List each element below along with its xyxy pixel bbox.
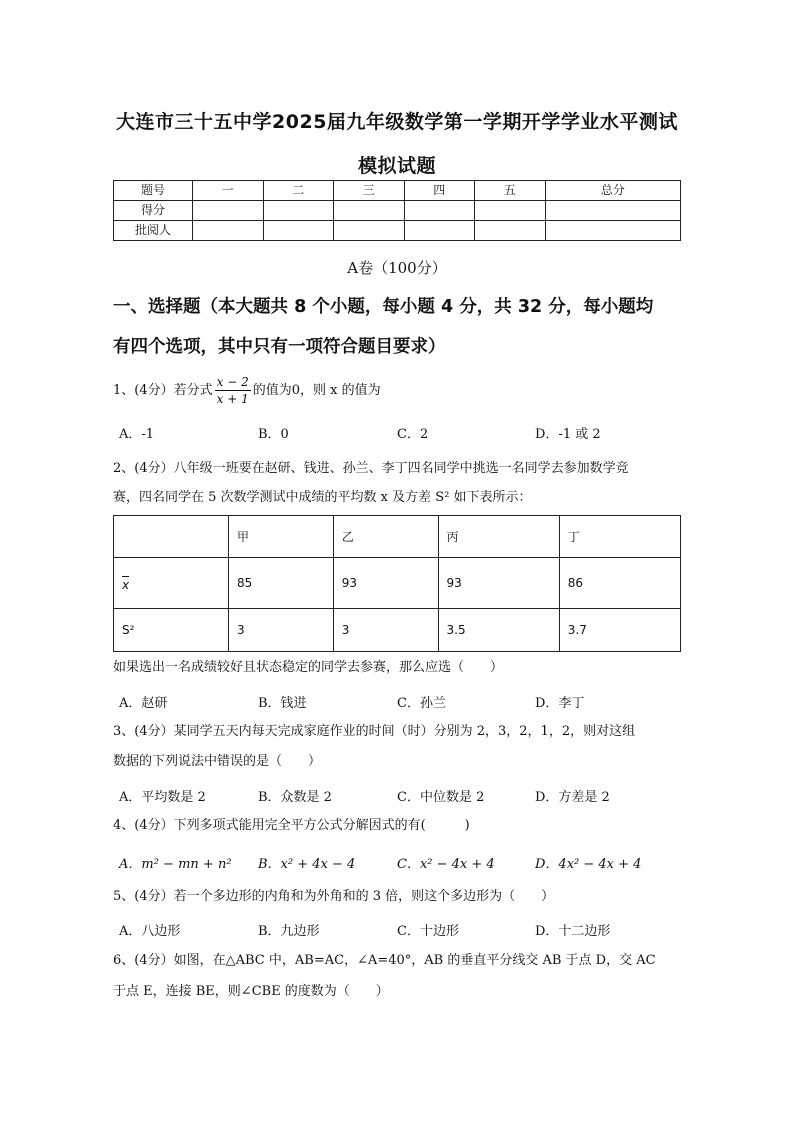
q2-mean-cell: 86 bbox=[559, 558, 680, 609]
q2-data-table bbox=[113, 515, 681, 652]
score-row-label: 批阅人 bbox=[114, 221, 193, 241]
score-header-cell: 五 bbox=[475, 181, 546, 201]
question-2-line3: 如果选出一名成绩较好且状态稳定的同学去参赛，那么应选（ ） bbox=[113, 660, 504, 675]
option-d[interactable]: D．李丁 bbox=[535, 696, 585, 711]
q2-mean-cell: 85 bbox=[229, 558, 334, 609]
q2-variance-cell: 3.7 bbox=[559, 609, 680, 652]
q2-mean-label bbox=[114, 558, 229, 609]
q2-header-cell: 乙 bbox=[333, 516, 438, 558]
option-d[interactable]: D．4x² − 4x + 4 bbox=[535, 857, 642, 872]
score-cell bbox=[404, 221, 475, 241]
q1-denominator: x + 1 bbox=[216, 392, 249, 406]
option-a[interactable]: A．-1 bbox=[119, 427, 155, 442]
option-d[interactable]: D．方差是 2 bbox=[535, 790, 610, 805]
q2-table-variance-row bbox=[114, 609, 681, 652]
option-c[interactable]: C．中位数是 2 bbox=[397, 790, 485, 805]
score-table-row bbox=[114, 201, 681, 221]
score-header-cell: 总分 bbox=[545, 181, 681, 201]
question-2-line1: 2、(4分）八年级一班要在赵研、钱进、孙兰、李丁四名同学中挑选一名同学去参加数学竞 bbox=[113, 461, 629, 476]
score-header-cell: 二 bbox=[263, 181, 334, 201]
q2-header-cell bbox=[114, 516, 229, 558]
option-a[interactable]: A．赵研 bbox=[119, 696, 168, 711]
score-table-row bbox=[114, 221, 681, 241]
q1-fraction bbox=[215, 374, 251, 407]
score-cell bbox=[545, 221, 681, 241]
option-b[interactable]: B．九边形 bbox=[258, 924, 320, 939]
score-cell bbox=[475, 201, 546, 221]
score-cell bbox=[193, 221, 264, 241]
option-a[interactable]: A．八边形 bbox=[119, 924, 181, 939]
section-heading-line1: 一、选择题（本大题共 8 个小题，每小题 4 分，共 32 分，每小题均 bbox=[113, 297, 654, 317]
q2-mean-cell: 93 bbox=[333, 558, 438, 609]
score-header-cell: 四 bbox=[404, 181, 475, 201]
q2-variance-cell: 3 bbox=[229, 609, 334, 652]
question-4-line1: 4、(4分）下列多项式能用完全平方公式分解因式的有( ) bbox=[113, 818, 470, 833]
option-b[interactable]: B．0 bbox=[258, 427, 289, 442]
q2-variance-cell: 3.5 bbox=[438, 609, 559, 652]
score-header-cell: 一 bbox=[193, 181, 264, 201]
score-cell bbox=[475, 221, 546, 241]
question-3-line1: 3、(4分）某同学五天内每天完成家庭作业的时间（时）分别为 2，3，2，1，2，则对这组 bbox=[113, 724, 636, 739]
q2-variance-cell: 3 bbox=[333, 609, 438, 652]
question-1 bbox=[113, 373, 693, 409]
option-a[interactable]: A．平均数是 2 bbox=[119, 790, 206, 805]
score-cell bbox=[334, 221, 405, 241]
q2-variance-label: S² bbox=[114, 609, 229, 652]
score-row-label: 得分 bbox=[114, 201, 193, 221]
option-a[interactable]: A．m² − mn + n² bbox=[119, 857, 232, 872]
option-d[interactable]: D．-1 或 2 bbox=[535, 427, 601, 442]
q1-prefix: 1、(4分）若分式 bbox=[113, 383, 213, 398]
score-cell bbox=[404, 201, 475, 221]
score-header-cell: 三 bbox=[334, 181, 405, 201]
option-c[interactable]: C．2 bbox=[397, 427, 429, 442]
q1-numerator: x − 2 bbox=[216, 375, 249, 389]
option-b[interactable]: B．钱进 bbox=[258, 696, 307, 711]
score-table-header-row bbox=[114, 181, 681, 201]
option-b[interactable]: B．x² + 4x − 4 bbox=[258, 857, 356, 872]
question-6-line2: 于点 E，连接 BE，则∠CBE 的度数为（ ） bbox=[113, 984, 389, 999]
option-b[interactable]: B．众数是 2 bbox=[258, 790, 332, 805]
score-cell bbox=[334, 201, 405, 221]
q2-table-header-row bbox=[114, 516, 681, 558]
option-c[interactable]: C．孙兰 bbox=[397, 696, 446, 711]
score-table bbox=[113, 180, 681, 241]
q1-suffix: 的值为0，则 x 的值为 bbox=[252, 383, 381, 398]
q2-header-cell: 丙 bbox=[438, 516, 559, 558]
question-6-line1: 6、(4分）如图，在△ABC 中，AB=AC，∠A=40°，AB 的垂直平分线交 AB 于点 D，交 AC bbox=[113, 953, 656, 968]
option-d[interactable]: D．十二边形 bbox=[535, 924, 611, 939]
q2-mean-cell: 93 bbox=[438, 558, 559, 609]
q2-header-cell: 丁 bbox=[559, 516, 680, 558]
x-bar-symbol: x bbox=[122, 574, 129, 592]
option-c[interactable]: C．十边形 bbox=[397, 924, 459, 939]
q2-header-cell: 甲 bbox=[229, 516, 334, 558]
q2-table-mean-row bbox=[114, 558, 681, 609]
question-5-line1: 5、(4分）若一个多边形的内角和为外角和的 3 倍，则这个多边形为（ ） bbox=[113, 889, 555, 904]
score-cell bbox=[193, 201, 264, 221]
volume-heading: A卷（100分） bbox=[347, 259, 447, 277]
section-heading-line2: 有四个选项，其中只有一项符合题目要求） bbox=[113, 337, 446, 357]
question-2-line2: 赛，四名同学在 5 次数学测试中成绩的平均数 x 及方差 S² 如下表所示： bbox=[113, 490, 532, 505]
score-cell bbox=[263, 201, 334, 221]
exam-title-line2: 模拟试题 bbox=[357, 155, 436, 177]
option-c[interactable]: C．x² − 4x + 4 bbox=[397, 857, 495, 872]
exam-title-line1: 大连市三十五中学2025届九年级数学第一学期开学学业水平测试 bbox=[116, 111, 678, 133]
score-cell bbox=[263, 221, 334, 241]
question-3-line2: 数据的下列说法中错误的是（ ） bbox=[113, 754, 322, 769]
score-header-cell: 题号 bbox=[114, 181, 193, 201]
score-cell bbox=[545, 201, 681, 221]
